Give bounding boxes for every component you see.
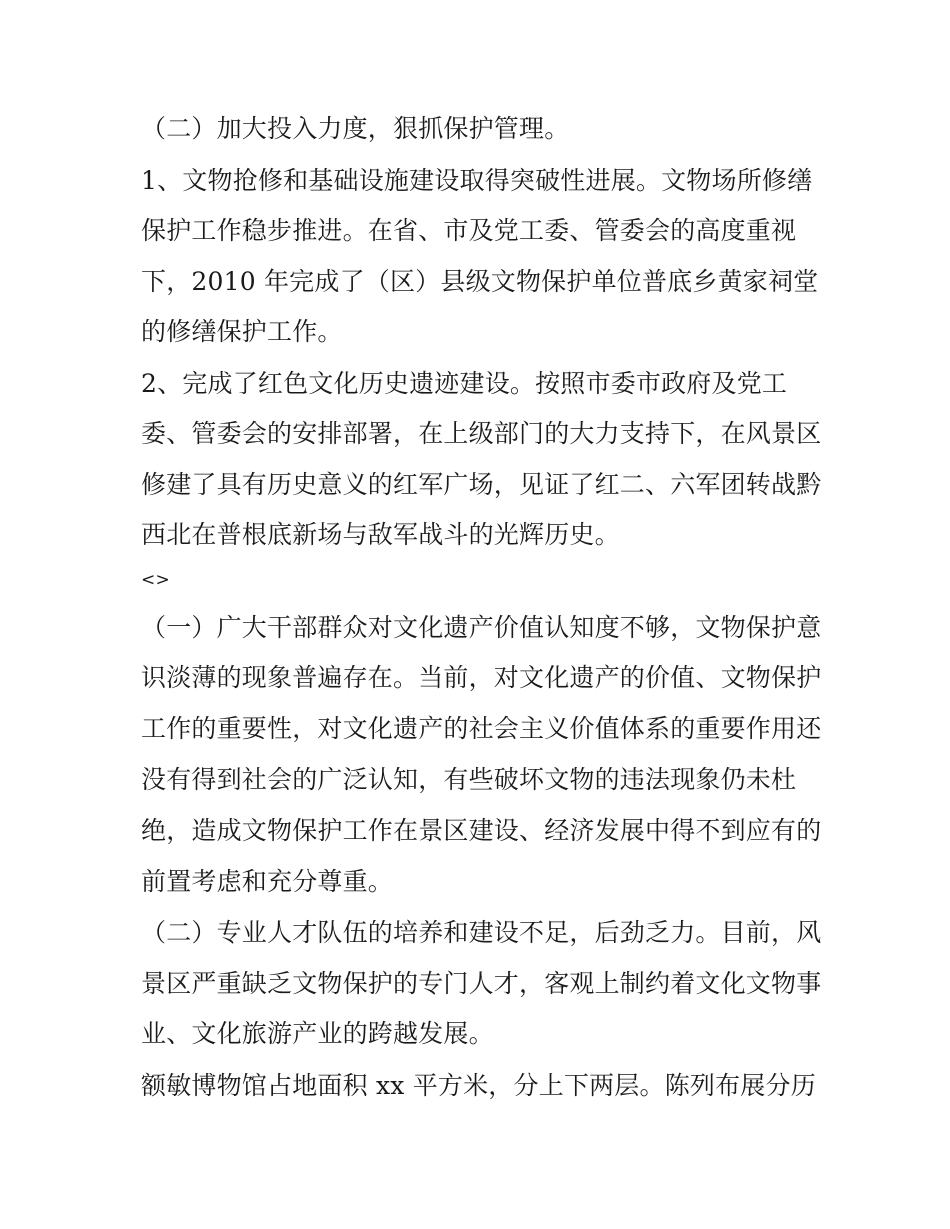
paragraph-line: 业、文化旅游产业的跨越发展。 (141, 1019, 494, 1048)
paragraph-line: 保护工作稳步推进。在省、市及党工委、管委会的高度重视 (141, 216, 797, 245)
paragraph-line: 额敏博物馆占地面积 xx 平方米，分上下两层。陈列布展分历 (141, 1071, 816, 1100)
section-heading: （二）加大投入力度，狠抓保护管理。 (141, 114, 570, 143)
paragraph-line: 景区严重缺乏文物保护的专门人才，客观上制约着文化文物事 (141, 969, 822, 998)
paragraph-line: 没有得到社会的广泛认知，有些破坏文物的违法现象仍未杜 (141, 765, 797, 794)
paragraph-line: 委、管委会的安排部署，在上级部门的大力支持下，在风景区 (141, 419, 822, 448)
paragraph-line: 绝，造成文物保护工作在景区建设、经济发展中得不到应有的 (141, 816, 822, 845)
paragraph-line: 的修缮保护工作。 (141, 317, 343, 346)
paragraph-line: 识淡薄的现象普遍存在。当前，对文化遗产的价值、文物保护 (141, 663, 822, 692)
section-marker: <> (141, 570, 170, 590)
paragraph-line: （一）广大干部群众对文化遗产价值认知度不够，文物保护意 (141, 613, 822, 642)
paragraph-line: 西北在普根底新场与敌军战斗的光辉历史。 (141, 520, 620, 549)
paragraph-line: 工作的重要性，对文化遗产的社会主义价值体系的重要作用还 (141, 714, 822, 743)
paragraph-line: 2、完成了红色文化历史遗迹建设。按照市委市政府及党工 (141, 369, 788, 398)
paragraph-line: 修建了具有历史意义的红军广场，见证了红二、六军团转战黔 (141, 470, 822, 499)
paragraph-line: 下，2010 年完成了（区）县级文物保护单位普底乡黄家祠堂 (141, 267, 819, 296)
paragraph-line: （二）专业人才队伍的培养和建设不足，后劲乏力。目前，风 (141, 918, 822, 947)
paragraph-line: 1、文物抢修和基础设施建设取得突破性进展。文物场所修缮 (141, 166, 813, 195)
paragraph-line: 前置考虑和充分尊重。 (141, 867, 394, 896)
